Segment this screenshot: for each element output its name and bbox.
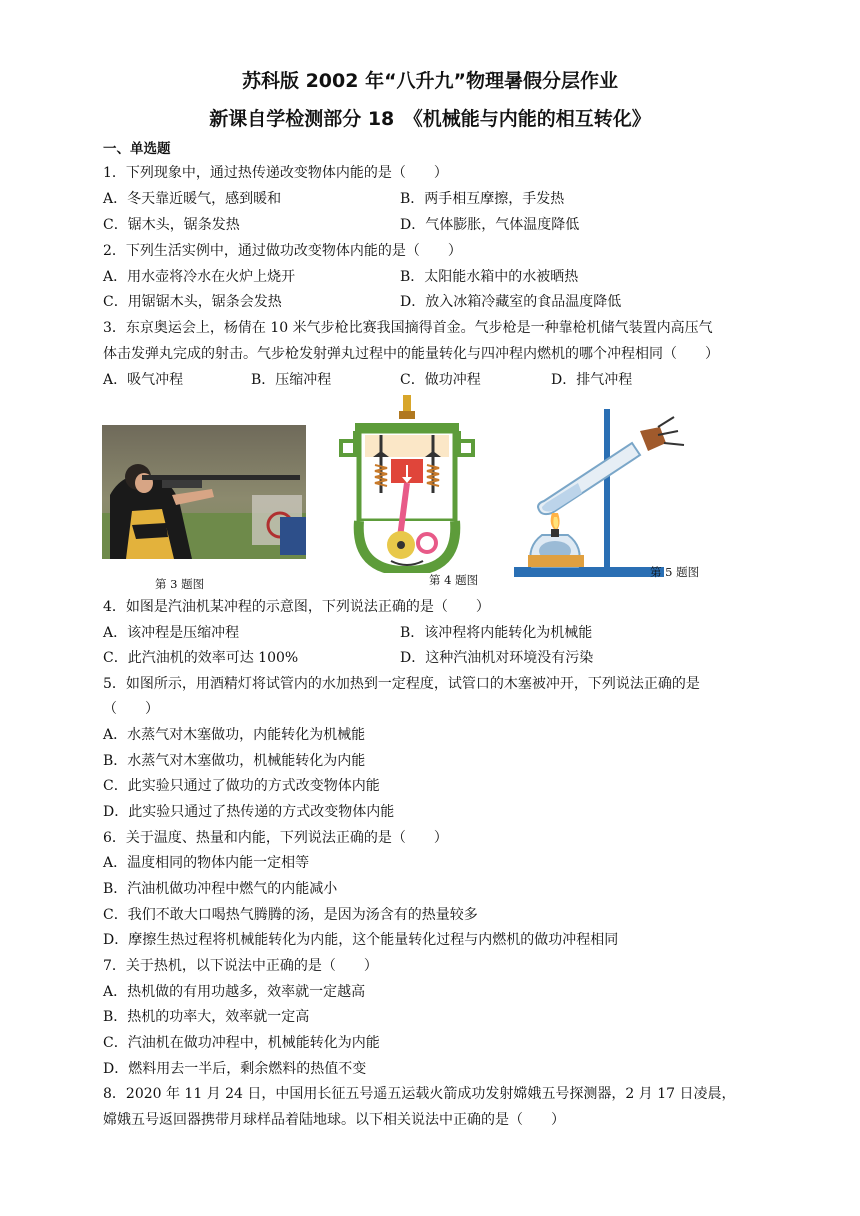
q7-option-b: B．热机的功率大，效率就一定高 [103, 1009, 310, 1025]
q2-option-d: D．放入冰箱冷藏室的食品温度降低 [400, 294, 622, 310]
q4-option-d: D．这种汽油机对环境没有污染 [400, 650, 594, 666]
q7-option-d: D．燃料用去一半后，剩余燃料的热值不变 [103, 1061, 367, 1077]
q6-option-b: B．汽油机做功冲程中燃气的内能减小 [103, 881, 338, 897]
question-7-stem: 7．关于热机，以下说法中正确的是（ ） [103, 958, 378, 974]
question-8-stem-line1: 8．2020 年 11 月 24 日，中国用长征五号遥五运载火箭成功发射嫦娥五号探测器，2 月 17 日凌晨， [103, 1086, 736, 1102]
q4-option-b: B．该冲程将内能转化为机械能 [400, 625, 593, 641]
question-3-stem-line1: 3．东京奥运会上，杨倩在 10 米气步枪比赛我国摘得首金。气步枪是一种靠枪机储气装置内高压气 [103, 320, 713, 336]
question-6-stem: 6．关于温度、热量和内能，下列说法正确的是（ ） [103, 830, 448, 846]
q5-option-a: A．水蒸气对木塞做功，内能转化为机械能 [103, 727, 366, 743]
q2-option-b: B．太阳能水箱中的水被晒热 [400, 269, 579, 285]
document-subtitle: 新课自学检测部分 18 《机械能与内能的相互转化》 [209, 108, 651, 130]
question-4-stem: 4．如图是汽油机某冲程的示意图，下列说法正确的是（ ） [103, 599, 490, 615]
q6-option-d: D．摩擦生热过程将机械能转化为内能，这个能量转化过程与内燃机的做功冲程相同 [103, 932, 619, 948]
figure-4-caption: 第 4 题图 [429, 573, 479, 587]
question-8-stem-line2: 嫦娥五号返回器携带月球样品着陆地球。以下相关说法中正确的是（ ） [103, 1112, 565, 1128]
q1-option-c: C．锯木头，锯条发热 [103, 217, 240, 233]
q6-option-c: C．我们不敢大口喝热气腾腾的汤，是因为汤含有的热量较多 [103, 907, 478, 923]
question-5-stem-line1: 5．如图所示，用酒精灯将试管内的水加热到一定程度，试管口的木塞被冲开，下列说法正确的是 [103, 676, 700, 692]
q3-option-d: D．排气冲程 [551, 372, 633, 388]
question-5-stem-line2: （ ） [103, 701, 159, 717]
q1-option-b: B．两手相互摩擦，手发热 [400, 191, 565, 207]
q5-option-c: C．此实验只通过了做功的方式改变物体内能 [103, 778, 380, 794]
q2-option-a: A．用水壶将冷水在火炉上烧开 [103, 269, 296, 285]
engine-diagram [335, 393, 480, 573]
figure-3-caption: 第 3 题图 [155, 577, 205, 591]
q1-option-d: D．气体膨胀，气体温度降低 [400, 217, 580, 233]
question-3-stem-line2: 体击发弹丸完成的射击。气步枪发射弹丸过程中的能量转化与四冲程内燃机的哪个冲程相同（ ） [103, 346, 719, 362]
q7-option-c: C．汽油机在做功冲程中，机械能转化为内能 [103, 1035, 380, 1051]
q6-option-a: A．温度相同的物体内能一定相等 [103, 855, 310, 871]
q5-option-b: B．水蒸气对木塞做功，机械能转化为内能 [103, 753, 366, 769]
q3-option-b: B．压缩冲程 [251, 372, 332, 388]
q1-option-a: A．冬天靠近暖气，感到暖和 [103, 191, 282, 207]
figure-5-caption: 第 5 题图 [650, 565, 700, 579]
question-1-stem: 1．下列现象中，通过热传递改变物体内能的是（ ） [103, 165, 448, 181]
q2-option-c: C．用锯锯木头，锯条会发热 [103, 294, 282, 310]
test-tube-apparatus [508, 405, 698, 580]
q5-option-d: D．此实验只通过了热传递的方式改变物体内能 [103, 804, 395, 820]
q7-option-a: A．热机做的有用功越多，效率就一定越高 [103, 984, 366, 1000]
q4-option-c: C．此汽油机的效率可达 100% [103, 650, 299, 666]
q4-option-a: A．该冲程是压缩冲程 [103, 625, 240, 641]
q3-option-a: A．吸气冲程 [103, 372, 184, 388]
question-2-stem: 2．下列生活实例中，通过做功改变物体内能的是（ ） [103, 243, 462, 259]
q3-option-c: C．做功冲程 [400, 372, 481, 388]
document-title: 苏科版 2002 年“八升九”物理暑假分层作业 [241, 70, 619, 92]
shooter-photo [102, 425, 306, 559]
section-heading: 一、单选题 [103, 141, 171, 157]
